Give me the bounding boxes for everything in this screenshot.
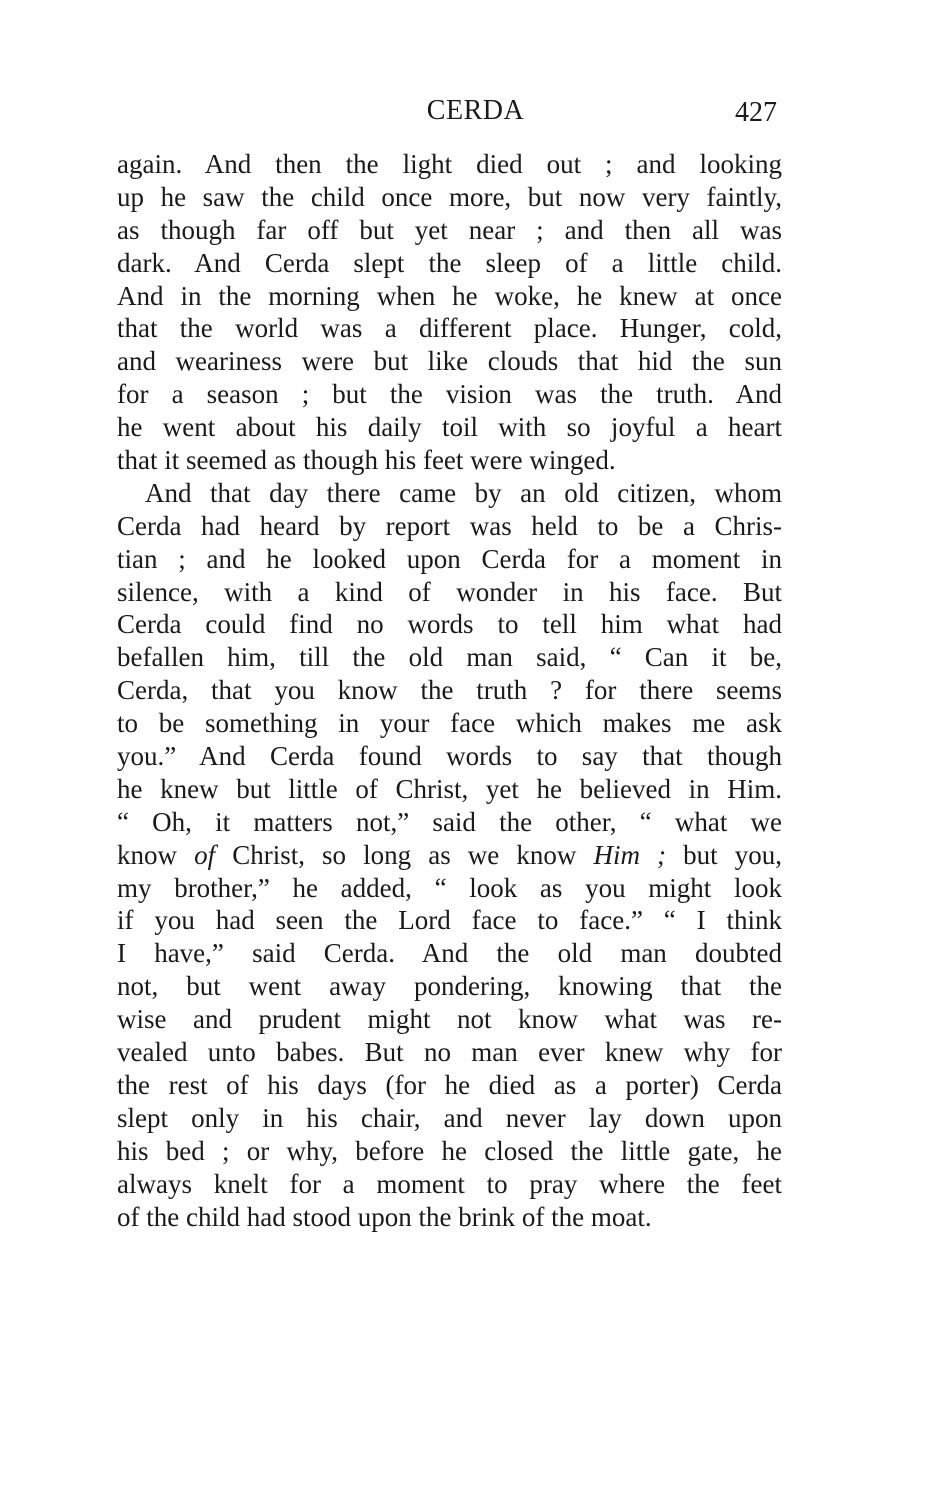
text-line: that it seemed as though his feet were winged. (117, 445, 616, 476)
italic-segment: Him ; (593, 839, 667, 870)
text-line: his bed ; or why, before he closed the little gate, he (117, 1135, 782, 1166)
text-line: not, but went away pondering, knowing that the (117, 971, 782, 1002)
text-line: as though far off but yet near ; and then all was (117, 214, 782, 245)
body-text (117, 148, 782, 1233)
text-line: befallen him, till the old man said, “ Can it be, (117, 642, 782, 673)
text-line: And in the morning when he woke, he knew at once (117, 280, 782, 311)
text-line: dark. And Cerda slept the sleep of a little child. (117, 247, 782, 278)
text-line: “ Oh, it matters not,” said the other, “ what we (117, 806, 782, 837)
text-line: my brother,” he added, “ look as you might look (117, 872, 782, 903)
text-segment: Christ, so long as we know (215, 839, 594, 870)
text-segment: but you, (666, 839, 782, 870)
text-segment: know (117, 839, 195, 870)
text-line-with-italics (117, 839, 782, 872)
text-line: if you had seen the Lord face to face.” “ I think (117, 905, 782, 936)
text-line: he knew but little of Christ, yet he believed in Him. (117, 773, 782, 804)
text-line: you.” And Cerda found words to say that though (117, 741, 782, 772)
text-line: silence, with a kind of wonder in his face. But (117, 576, 782, 607)
text-line: wise and prudent might not know what was re- (117, 1004, 782, 1035)
text-line: up he saw the child once more, but now very faintly, (117, 181, 782, 212)
text-line: I have,” said Cerda. And the old man doubted (117, 938, 782, 969)
page-number: 427 (735, 97, 777, 128)
text-line: for a season ; but the vision was the truth. And (117, 379, 782, 410)
text-line: the rest of his days (for he died as a porter) Cerda (117, 1069, 782, 1100)
text-line: to be something in your face which makes me ask (117, 708, 782, 739)
text-line: Cerda could find no words to tell him what had (117, 609, 782, 640)
text-line: that the world was a different place. Hunger, cold, (117, 313, 782, 344)
text-line: And that day there came by an old citizen, whom (145, 477, 782, 508)
text-line: again. And then the light died out ; and looking (117, 149, 782, 179)
text-line: vealed unto babes. But no man ever knew why for (117, 1037, 782, 1068)
text-line: slept only in his chair, and never lay down upon (117, 1102, 782, 1133)
text-line: tian ; and he looked upon Cerda for a moment in (117, 543, 782, 574)
text-line: and weariness were but like clouds that hid the sun (117, 346, 782, 377)
running-head-title: CERDA (426, 95, 525, 126)
text-line: Cerda, that you know the truth ? for there seems (117, 675, 782, 706)
text-line: always knelt for a moment to pray where the feet (117, 1168, 782, 1199)
italic-segment: of (194, 839, 216, 870)
text-line: of the child had stood upon the brink of the moat. (117, 1201, 652, 1232)
text-line: Cerda had heard by report was held to be a Chris- (117, 510, 782, 541)
text-line: he went about his daily toil with so joyful a heart (117, 412, 782, 443)
